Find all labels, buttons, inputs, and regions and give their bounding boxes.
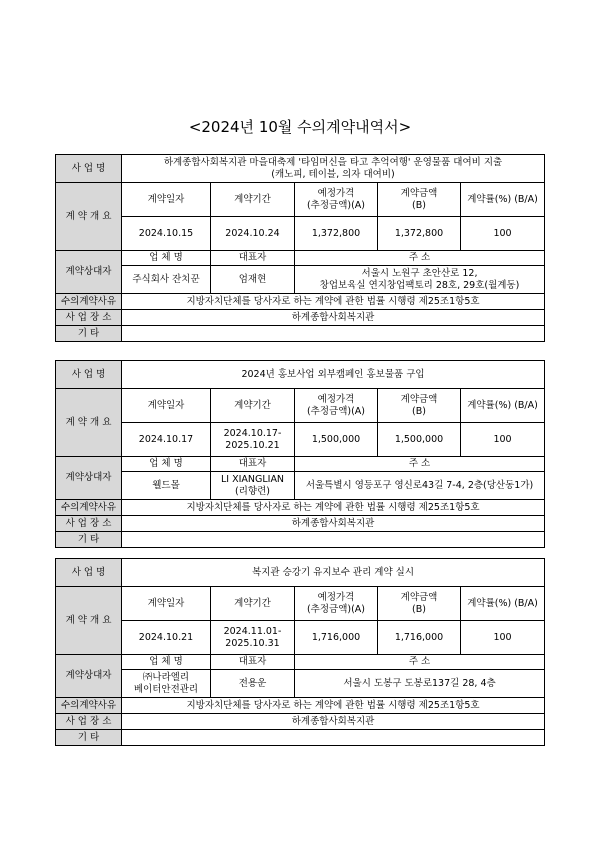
contract-date: 2024.10.21 — [122, 621, 211, 655]
estimated-price-label-line2: (추정금액)(A) — [306, 405, 366, 417]
project-row — [56, 155, 545, 183]
address-label: 주 소 — [295, 457, 545, 472]
representative — [211, 670, 295, 698]
company-name-line1: 웰드몰 — [152, 479, 180, 491]
overview-label: 계 약 개 요 — [56, 587, 122, 655]
contract-date: 2024.10.17 — [122, 423, 211, 457]
contract-table-2 — [55, 360, 545, 548]
address-line1: 서울특별시 영등포구 영신로43길 7-4, 2층(당산동1가) — [305, 479, 534, 491]
representative — [211, 472, 295, 500]
contract-amount-label-line2: (B) — [412, 603, 426, 615]
contract-table-1 — [55, 154, 545, 342]
company-name-label: 업 체 명 — [122, 655, 211, 670]
contract-period-label: 계약기간 — [211, 183, 295, 217]
contract-rate: 100 — [461, 217, 545, 251]
project-name-line1: 복지관 승강기 유지보수 관리 계약 실시 — [252, 566, 414, 578]
contract-amount-label-line1: 계약금액 — [400, 187, 438, 199]
project-name — [122, 559, 545, 587]
project-location: 하계종합사회복지관 — [122, 516, 545, 532]
representative-label: 대표자 — [211, 655, 295, 670]
contract-period-line2: 2025.10.21 — [225, 439, 280, 451]
contract-date: 2024.10.15 — [122, 217, 211, 251]
location-label: 사 업 장 소 — [56, 516, 122, 532]
contract-period-line1: 2024.11.01- — [223, 625, 282, 637]
contract-amount: 1,500,000 — [378, 423, 461, 457]
location-label: 사 업 장 소 — [56, 714, 122, 730]
company-name — [122, 472, 211, 500]
project-location: 하계종합사회복지관 — [122, 310, 545, 326]
location-row — [56, 310, 545, 326]
etc-label: 기 타 — [56, 532, 122, 548]
contract-period-label: 계약기간 — [211, 587, 295, 621]
contract-amount: 1,716,000 — [378, 621, 461, 655]
counterparty-header-row — [56, 655, 545, 670]
contract-date-label: 계약일자 — [122, 183, 211, 217]
company-name-line1: ㈜나라엘리 — [142, 671, 190, 683]
representative-line1: LI XIANGLIAN — [220, 473, 285, 485]
reason-label: 수의계약사유 — [56, 698, 122, 714]
address-label: 주 소 — [295, 251, 545, 266]
project-name — [122, 155, 545, 183]
reason-label: 수의계약사유 — [56, 294, 122, 310]
contract-amount-label — [378, 389, 461, 423]
overview-values-row — [56, 621, 545, 655]
company-name-label: 업 체 명 — [122, 457, 211, 472]
contract-rate: 100 — [461, 621, 545, 655]
address — [295, 266, 545, 294]
address — [295, 472, 545, 500]
location-row — [56, 516, 545, 532]
counterparty-values-row — [56, 472, 545, 500]
company-name-line2: 베이터안전관리 — [133, 683, 199, 695]
location-row — [56, 714, 545, 730]
contract-amount-label — [378, 183, 461, 217]
location-label: 사 업 장 소 — [56, 310, 122, 326]
contract-amount-label-line2: (B) — [412, 405, 426, 417]
company-name — [122, 266, 211, 294]
project-name-line2: (캐노피, 테이블, 의자 대여비) — [271, 168, 395, 180]
contract-reason: 지방자치단체를 당사자로 하는 계약에 관한 법률 시행령 제25조1항5호 — [122, 500, 545, 516]
contract-period — [211, 217, 295, 251]
counterparty-label: 계약상대자 — [56, 457, 122, 500]
estimated-price-label-line1: 예정가격 — [317, 591, 355, 603]
estimated-price-label — [295, 389, 378, 423]
project-name — [122, 361, 545, 389]
representative-label: 대표자 — [211, 457, 295, 472]
project-label: 사 업 명 — [56, 155, 122, 183]
representative — [211, 266, 295, 294]
representative-line1: 전용운 — [238, 677, 267, 689]
contract-reason: 지방자치단체를 당사자로 하는 계약에 관한 법률 시행령 제25조1항5호 — [122, 294, 545, 310]
contract-rate-label: 계약률(%) (B/A) — [461, 183, 545, 217]
company-name — [122, 670, 211, 698]
representative-line2: (리향련) — [235, 485, 270, 497]
address — [295, 670, 545, 698]
company-name-label: 업 체 명 — [122, 251, 211, 266]
overview-values-row — [56, 217, 545, 251]
contract-table-3 — [55, 558, 545, 746]
contract-period-line1: 2024.10.17- — [223, 427, 282, 439]
contract-period — [211, 621, 295, 655]
contract-rate: 100 — [461, 423, 545, 457]
reason-label: 수의계약사유 — [56, 500, 122, 516]
counterparty-header-row — [56, 457, 545, 472]
reason-row — [56, 294, 545, 310]
overview-values-row — [56, 423, 545, 457]
contract-reason: 지방자치단체를 당사자로 하는 계약에 관한 법률 시행령 제25조1항5호 — [122, 698, 545, 714]
estimated-price-label-line1: 예정가격 — [317, 393, 355, 405]
etc-value — [122, 730, 545, 746]
address-line1: 서울시 노원구 초안산로 12, — [361, 267, 478, 279]
etc-value — [122, 326, 545, 342]
etc-value — [122, 532, 545, 548]
contract-period-label: 계약기간 — [211, 389, 295, 423]
reason-row — [56, 500, 545, 516]
estimated-price: 1,372,800 — [295, 217, 378, 251]
contract-amount: 1,372,800 — [378, 217, 461, 251]
contract-period-line2: 2025.10.31 — [225, 637, 280, 649]
contract-rate-label: 계약률(%) (B/A) — [461, 389, 545, 423]
estimated-price-label — [295, 587, 378, 621]
estimated-price-label — [295, 183, 378, 217]
overview-header-row — [56, 389, 545, 423]
contract-rate-label: 계약률(%) (B/A) — [461, 587, 545, 621]
etc-row — [56, 326, 545, 342]
project-label: 사 업 명 — [56, 361, 122, 389]
etc-label: 기 타 — [56, 730, 122, 746]
company-name-line1: 주식회사 잔치꾼 — [132, 273, 200, 285]
counterparty-header-row — [56, 251, 545, 266]
page-title: <2024년 10월 수의계약내역서> — [188, 118, 412, 136]
contract-period — [211, 423, 295, 457]
project-row — [56, 559, 545, 587]
overview-label: 계 약 개 요 — [56, 389, 122, 457]
contract-date-label: 계약일자 — [122, 587, 211, 621]
representative-line1: 엄재현 — [238, 273, 267, 285]
etc-row — [56, 730, 545, 746]
overview-header-row — [56, 587, 545, 621]
counterparty-values-row — [56, 266, 545, 294]
representative-label: 대표자 — [211, 251, 295, 266]
counterparty-values-row — [56, 670, 545, 698]
contract-amount-label-line1: 계약금액 — [400, 591, 438, 603]
contract-date-label: 계약일자 — [122, 389, 211, 423]
estimated-price-label-line2: (추정금액)(A) — [306, 603, 366, 615]
etc-label: 기 타 — [56, 326, 122, 342]
reason-row — [56, 698, 545, 714]
project-label: 사 업 명 — [56, 559, 122, 587]
address-label: 주 소 — [295, 655, 545, 670]
project-row — [56, 361, 545, 389]
contract-amount-label-line1: 계약금액 — [400, 393, 438, 405]
counterparty-label: 계약상대자 — [56, 655, 122, 698]
contract-amount-label-line2: (B) — [412, 199, 426, 211]
project-location: 하계종합사회복지관 — [122, 714, 545, 730]
counterparty-label: 계약상대자 — [56, 251, 122, 294]
etc-row — [56, 532, 545, 548]
project-name-line1: 하계종합사회복지관 마을대축제 '타임머신을 타고 추억여행' 운영물품 대여비 지출 — [163, 156, 503, 168]
estimated-price-label-line2: (추정금액)(A) — [306, 199, 366, 211]
contract-period-line1: 2024.10.24 — [225, 227, 280, 239]
address-line1: 서울시 도봉구 도봉로137길 28, 4층 — [343, 677, 496, 689]
address-line2: 창업보육실 연지창업팩토리 28호, 29호(월계동) — [319, 279, 520, 291]
project-name-line1: 2024년 홍보사업 외부캠페인 홍보물품 구입 — [241, 368, 425, 380]
overview-label: 계 약 개 요 — [56, 183, 122, 251]
estimated-price-label-line1: 예정가격 — [317, 187, 355, 199]
estimated-price: 1,500,000 — [295, 423, 378, 457]
contract-amount-label — [378, 587, 461, 621]
overview-header-row — [56, 183, 545, 217]
estimated-price: 1,716,000 — [295, 621, 378, 655]
